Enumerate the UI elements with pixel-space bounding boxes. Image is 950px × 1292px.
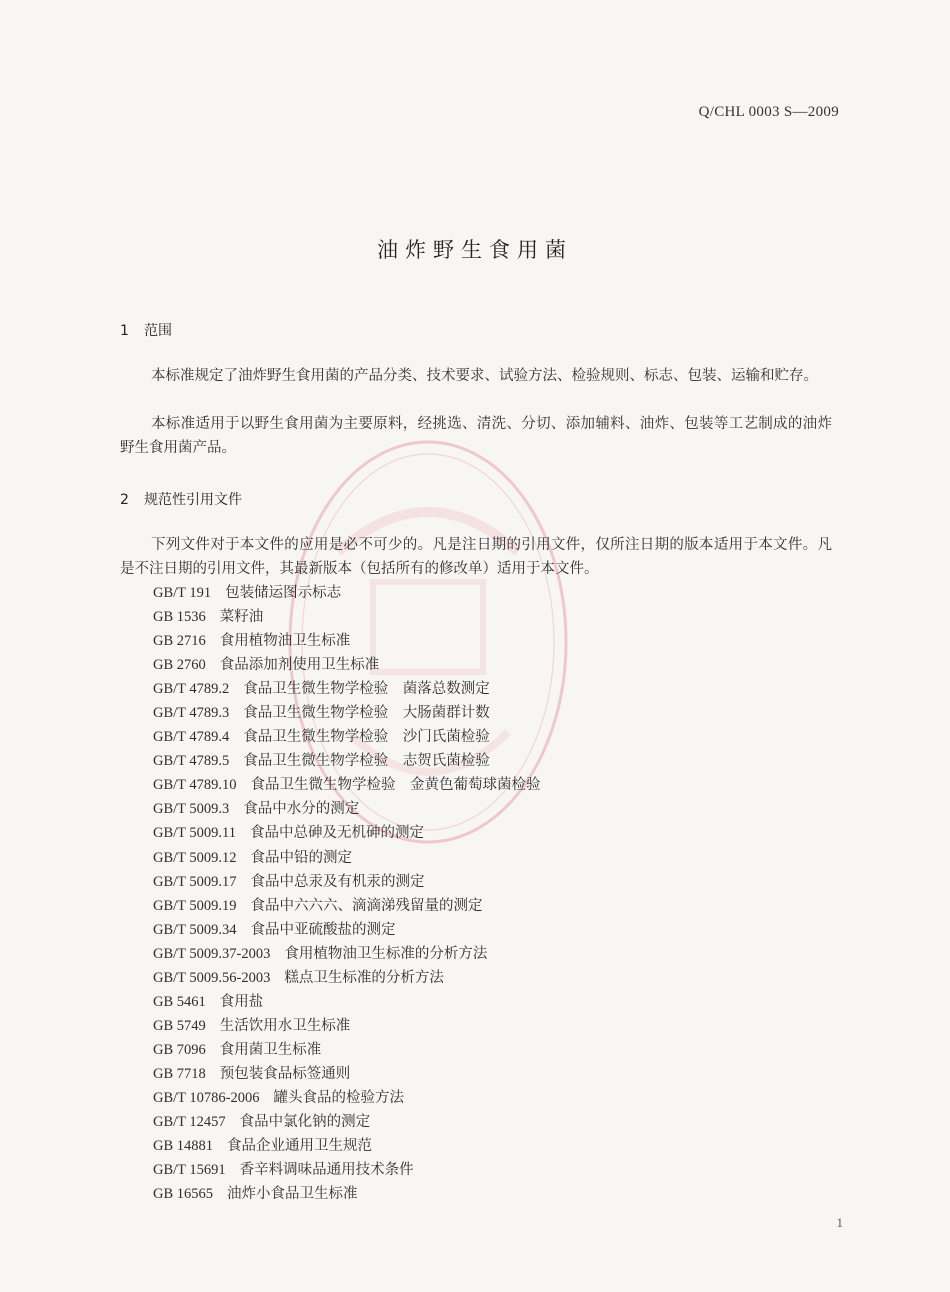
reference-item: GB 1536 菜籽油 — [153, 609, 264, 626]
reference-item: GB 2716 食用植物油卫生标准 — [153, 633, 351, 650]
normative-reference-list — [153, 581, 541, 1206]
section-2-number: 2 — [120, 492, 129, 508]
reference-item: GB/T 5009.3 食品中水分的测定 — [153, 801, 360, 818]
reference-item: GB 7096 食用菌卫生标准 — [153, 1041, 322, 1058]
section-1-number: 1 — [120, 323, 129, 339]
standard-code: Q/CHL 0003 S—2009 — [698, 104, 839, 120]
reference-item: GB/T 5009.17 食品中总汞及有机汞的测定 — [153, 873, 425, 890]
reference-item: GB/T 4789.2 食品卫生微生物学检验 菌落总数测定 — [153, 681, 490, 698]
section-1-heading — [120, 320, 172, 340]
reference-item: GB/T 15691 香辛料调味品通用技术条件 — [153, 1162, 414, 1179]
section-2-heading — [120, 489, 242, 509]
reference-item: GB/T 4789.3 食品卫生微生物学检验 大肠菌群计数 — [153, 705, 490, 722]
section-2-intro: 下列文件对于本文件的应用是必不可少的。凡是注日期的引用文件，仅所注日期的版本适用于本文件。凡是不注日期的引用文件，其最新版本（包括所有的修改单）适用于本文件。 — [120, 537, 832, 577]
reference-item: GB 5461 食用盐 — [153, 993, 264, 1010]
reference-item: GB 5749 生活饮用水卫生标准 — [153, 1017, 351, 1034]
reference-item: GB/T 10786-2006 罐头食品的检验方法 — [153, 1089, 404, 1106]
reference-item: GB/T 5009.19 食品中六六六、滴滴涕残留量的测定 — [153, 897, 483, 914]
reference-item: GB/T 191 包装储运图示标志 — [153, 585, 342, 601]
reference-item: GB 2760 食品添加剂使用卫生标准 — [153, 657, 380, 674]
section-1-title: 范围 — [144, 323, 172, 339]
reference-item: GB 14881 食品企业通用卫生规范 — [153, 1138, 373, 1155]
section-2-title: 规范性引用文件 — [144, 492, 242, 508]
reference-item: GB 7718 预包装食品标签通则 — [153, 1065, 351, 1082]
reference-item: GB/T 4789.4 食品卫生微生物学检验 沙门氏菌检验 — [153, 729, 490, 746]
reference-item: GB/T 5009.12 食品中铅的测定 — [153, 849, 353, 866]
reference-item: GB/T 5009.56-2003 糕点卫生标准的分析方法 — [153, 969, 444, 986]
reference-item: GB/T 5009.34 食品中亚硫酸盐的测定 — [153, 921, 396, 938]
reference-item: GB/T 5009.11 食品中总砷及无机砷的测定 — [153, 825, 424, 842]
reference-item: GB 16565 油炸小食品卫生标准 — [153, 1186, 358, 1203]
reference-item: GB/T 4789.5 食品卫生微生物学检验 志贺氏菌检验 — [153, 753, 490, 770]
section-1-paragraph-1: 本标准规定了油炸野生食用菌的产品分类、技术要求、试验方法、检验规则、标志、包装、运输和贮存。 — [151, 368, 818, 384]
reference-item: GB/T 12457 食品中氯化钠的测定 — [153, 1114, 371, 1131]
reference-item: GB/T 5009.37-2003 食用植物油卫生标准的分析方法 — [153, 945, 488, 962]
section-1-paragraph-2: 本标准适用于以野生食用菌为主要原料，经挑选、清洗、分切、添加辅料、油炸、包装等工艺制成的油炸野生食用菌产品。 — [120, 416, 832, 456]
reference-item: GB/T 4789.10 食品卫生微生物学检验 金黄色葡萄球菌检验 — [153, 777, 541, 794]
page-number: 1 — [836, 1215, 843, 1230]
document-title: 油炸野生食用菌 — [377, 238, 573, 262]
